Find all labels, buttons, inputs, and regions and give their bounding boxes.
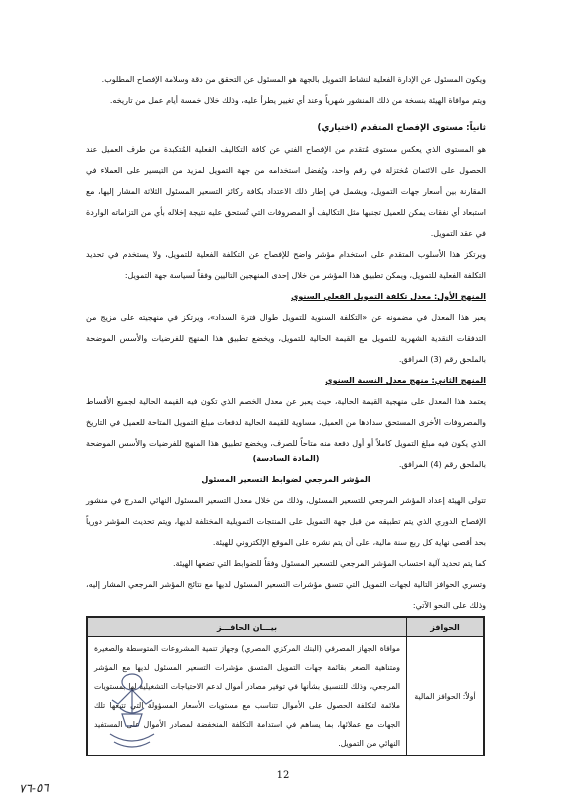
table-header-row bbox=[88, 618, 484, 637]
paragraph-incentives-intro: وتسري الحوافز التالية لجهات التمويل التي تتسق مؤشرات التسعير المسئول لديها مع نتائج المؤشر المرجعي المشار إليه، وذلك على النحو الآتي: bbox=[86, 580, 486, 610]
table-row bbox=[88, 637, 484, 756]
method-two-title: المنهج الثاني: منهج معدل النسبة السنوي bbox=[325, 376, 486, 385]
article-title: (المادة السادسة) bbox=[252, 454, 320, 463]
table-header-incentives: الحوافز bbox=[407, 618, 484, 637]
paragraph-reference-indicator: تتولى الهيئة إعداد المؤشر المرجعي للتسعير المسئول، وذلك من خلال معدل التسعير المسئول النهائي المدرج في منشور الإفصاح الدوري الذي يتم تطبيقه من قبل جهة التمويل على المنتجات التمويلية المختلفة لديها، ويتم تحديث المؤشر دورياً بحد أقصى نهاية كل ربع سنة مالية، على أن يتم نشره على الموقع الإلكتروني للهيئة. bbox=[86, 496, 486, 547]
paragraph-monthly-copy: ويتم موافاة الهيئة بنسخة من ذلك المنشور شهرياً وعند أي تغيير يطرأ عليه، وذلك خلال خمسة أيام عمل من تاريخه. bbox=[109, 96, 486, 105]
table-cell-description: موافاة الجهاز المصرفي (البنك المركزي المصري) وجهاز تنمية المشروعات المتوسطة والصغيرة ومتناهية الصغر بقائمة جهات التمويل المتسق مؤشرات التسعير المسئول لديها مع المؤشر المرجعي، وذلك للتنسيق بشأنها في توفير مصادر أموال لدعم الاحتياجات التشغيلية لها بمستويات ملائمة لتكلفة الحصول على الأموال تتناسب مع مستويات الأسعار المسؤولة التي تتبعها تلك الجهات مع عملائها، بما يساهم في استدامة التكلفة المنخفضة لمصادر الأموال على المستفيد النهائي من التمويل. bbox=[88, 637, 407, 756]
paragraph-mechanism: كما يتم تحديد آلية احتساب المؤشر المرجعي للتسعير المسئول وفقاً للضوابط التي تضعها الهيئة. bbox=[172, 559, 486, 568]
incentives-table bbox=[86, 616, 485, 756]
table-cell-category: أولاً: الحوافز المالية bbox=[407, 637, 484, 756]
method-two-body: يعتمد هذا المعدل على منهجية القيمة الحالية، حيث يعبر عن معدل الخصم الذي تكون فيه القيمة الحالية لجميع الأقساط والمصروفات الأخرى المستحق سدادها من العميل، مساوية للقيمة الحالية لدفعات مبلغ التمويل المتاحة للعميل في التاريخ الذي يكون فيه مبلغ التمويل كاملاً أو أول دفعة منه متاحاً للصرف، ويخضع تطبيق هذا المنهج للفرضيات والأسس الموضحة بالملحق رقم (4) المرافق. bbox=[86, 397, 486, 469]
text-block-top bbox=[86, 69, 486, 111]
paragraph-responsibility: ويكون المسئول عن الإدارة الفعلية لنشاط التمويل بالجهة هو المسئول عن التحقق من دقة وسلامة الإفصاح المطلوب. bbox=[101, 75, 486, 84]
paragraph-advanced-indicator: ويرتكز هذا الأسلوب المتقدم على استخدام مؤشر واضح للإفصاح عن التكلفة الفعلية للتمويل، ولا يستخدم في تحديد التكلفة الفعلية للتمويل، ويمكن تطبيق هذا المؤشر من خلال إحدى المنهجين التاليين وفقاً لسياسة جهة التمويل: bbox=[86, 250, 486, 280]
paragraph-advanced-definition: هو المستوى الذي يعكس مستوى مُتقدم من الإفصاح الفني عن كافة التكاليف الفعلية المُتكبدة من طرف العميل عند الحصول على الائتمان مُختزلة في رقم واحد، ويُفضل استخدامه من جهة التمويل لمزيد من التيسير على العملاء في المقارنة بين أسعار جهات التمويل، ويشمل في إطار ذلك الاعتداد بكافة ركائز التسعير المسئول الثلاثة المشار إليها، مع استبعاد أي نفقات يمكن للعميل تجنبها مثل التكاليف أو المصروفات التي تُستحق عليه نتيجة إخلاله بأي من التزاماته الواردة في عقد التمويل. bbox=[86, 145, 486, 238]
section-advanced bbox=[86, 118, 486, 475]
method-one-body: يعبر هذا المعدل في مضمونه عن «التكلفة السنوية للتمويل طوال فترة السداد»، ويرتكز في منهجيته على مزيج من التدفقات النقدية الشهرية للتمويل مع القيمة الحالية للتمويل، ويخضع تطبيق هذا المنهج للفرضيات والأسس الموضحة بالملحق رقم (3) المرافق. bbox=[86, 313, 486, 364]
method-one-title: المنهج الأول: معدل تكلفة التمويل الفعلي السنوي bbox=[291, 292, 486, 301]
section-heading-advanced: ثانياً: مستوى الإفصاح المتقدم (اختياري) bbox=[317, 123, 486, 133]
article-subtitle: المؤشر المرجعي لضوابط التسعير المسئول bbox=[201, 475, 371, 484]
article-six bbox=[86, 448, 486, 616]
table-header-description: بيـــان الحافـــز bbox=[88, 618, 407, 637]
page-number: 12 bbox=[276, 770, 290, 781]
handwritten-reference: ٥٦-٧٦ bbox=[18, 780, 50, 796]
